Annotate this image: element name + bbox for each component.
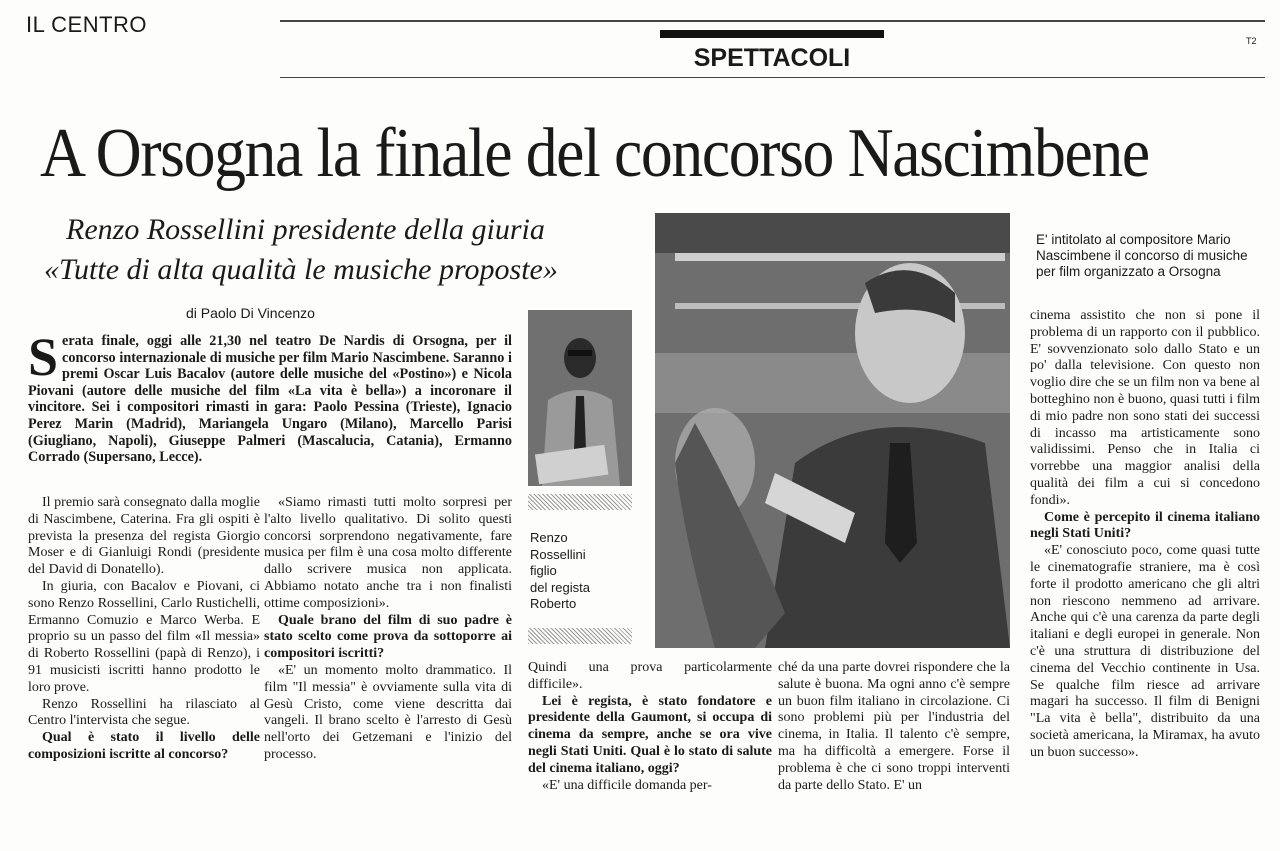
interview-question: Quale brano del film di suo padre è stato scelto come prova da sottoporre ai compositori iscritti? — [264, 612, 512, 662]
column-3 — [528, 660, 772, 794]
page-code: T2 — [1246, 36, 1257, 46]
main-photo-caption: E' intitolato al compositore Mario Nascimbene il concorso di musiche per film organizzato a Orsogna — [1036, 232, 1248, 279]
interview-answer: «E' un momento molto drammatico. Il film "Il messia" è ovviamente sulla vita di Gesù Cristo, come viene descritta dai vangeli. Il brano scelto è l'arresto di Gesù nell'orto dei Getzemani e l'inizio del processo. — [264, 662, 512, 762]
main-photo — [655, 213, 1010, 648]
interview-answer: cinema assistito che non si pone il problema di un rapporto con il pubblico. E' sovvenzionato solo dallo Stato e un po' dalla televisione. Con questo non voglio dire che se un film non va bene al botteghino non è buono, quasi tutti i film di mio padre non sono stati dei successi di incasso ma artisticamente sono validissimi. Penso che in Italia ci vorrebbe una maggior analisi della qualità dei film a cui si concedono fondi». — [1030, 308, 1260, 508]
dropcap: S — [28, 327, 59, 387]
interview-answer: Quindi una prova particolarmente difficile». — [528, 660, 772, 692]
interview-answer: «E' una difficile domanda per- — [542, 777, 712, 793]
headline: A Orsogna la finale del concorso Nascimbene — [40, 115, 1149, 192]
column-2 — [264, 495, 512, 764]
lead-paragraph — [28, 327, 512, 466]
column-4 — [778, 660, 1010, 794]
caption-line: figlio — [530, 563, 557, 578]
interview-answer: ché da una parte dovrei rispondere che la salute è buona. Ma ogni anno c'è sempre un buon film italiano in circolazione. Ci sono problemi più per l'industria del cinema, in Italia. Il talento c'è sempre, ma ha difficoltà a emergere. Forse il problema è che ci sono troppi interventi da parte dello Stato. E' un — [778, 660, 1010, 793]
section-rule — [280, 77, 1265, 78]
byline: di Paolo Di Vincenzo — [186, 305, 315, 321]
caption-line: del regista — [530, 579, 590, 595]
top-rule — [280, 20, 1265, 22]
section-label: SPETTACOLI — [660, 30, 884, 70]
interview-question: Come è percepito il cinema italiano negli Stati Uniti? — [1030, 509, 1260, 542]
caption-pattern — [528, 494, 632, 510]
paragraph: Il premio sarà consegnato dalla moglie di Nascimbene, Caterina. Fra gli ospiti è prevista la presenza del regista Giorgio Moser e di Gianluigi Rondi (presidente del David di Donatello). — [28, 495, 260, 578]
interview-question: Lei è regista, è stato fondatore e presidente della Gaumont, si occupa di cinema da sempre, anche se ora vive negli Stati Uniti. Qual è lo stato di salute del cinema italiano, oggi? — [528, 693, 772, 776]
interview-answer: «Siamo rimasti tutti molto sorpresi per l'alto livello qualitativo. Di solito questi concorsi sorprendono negativamente, fare musica per film è una cosa molto differente dallo scrivere musica non applicata. Abbiamo notato anche tra i non finalisti ottime composizioni». — [264, 495, 512, 611]
newspaper-name: IL CENTRO — [26, 12, 148, 37]
interview-question: Qual è stato il livello delle composizioni iscritte al concorso? — [28, 730, 260, 762]
paragraph: In giuria, con Bacalov e Piovani, ci sono Renzo Rossellini, Carlo Rustichelli, Ermanno Comuzio e Marco Werba. E proprio su un passo del film «Il messia» di Roberto Rossellini (papà di Renzo), i 91 musicisti iscritti hanno prodotto le loro prove. — [28, 578, 260, 695]
portrait-photo — [528, 310, 632, 486]
lead-body: erata finale, oggi alle 21,30 nel teatro De Nardis di Orsogna, per il concorso internazionale di musiche per film Mario Nascimbene. Saranno i premi Oscar Luis Bacalov (autore delle musiche del «Postino») e Nicola Piovani (autore delle musiche del film «La vita è bella») a incoronare il vincitore. Sei i compositori rimasti in gara: Paolo Pessina (Trieste), Ignacio Perez Marin (Madrid), Mariangela Ungaro (Milano), Marcello Parisi (Giugliano, Napoli), Giuseppe Palmeri (Mascalucia, Catania), Ermanno Corrado (Supersano, Lecce). — [28, 333, 512, 466]
caption-line: Roberto — [530, 596, 577, 611]
caption-pattern — [528, 628, 632, 644]
subheadline-1: Renzo Rossellini presidente della giuria — [66, 213, 545, 246]
column-5 — [1030, 308, 1260, 762]
caption-line: Renzo — [530, 530, 568, 545]
paragraph: Renzo Rossellini ha rilasciato al Centro l'intervista che segue. — [28, 696, 260, 729]
interview-answer: «E' conosciuto poco, come quasi tutte le cinematografie straniere, ma è così forte il prodotto americano che gli altri non riescono nemmeno ad arrivare. Anche qui c'è una carenza da parte degli italiani e degli europei in generale. Non c'è una struttura di distribuzione del cinema del Vecchio continente in Usa. Se qualche film riesce ad arrivare magari ha successo. Il film di Benigni "La vita è bella", distribuito da una società americana, la Miramax, ha avuto un buon successo». — [1030, 543, 1260, 760]
subheadline-2: «Tutte di alta qualità le musiche proposte» — [44, 253, 558, 286]
caption-line: Rossellini — [530, 546, 586, 562]
column-1 — [28, 495, 260, 764]
portrait-caption — [530, 530, 630, 613]
